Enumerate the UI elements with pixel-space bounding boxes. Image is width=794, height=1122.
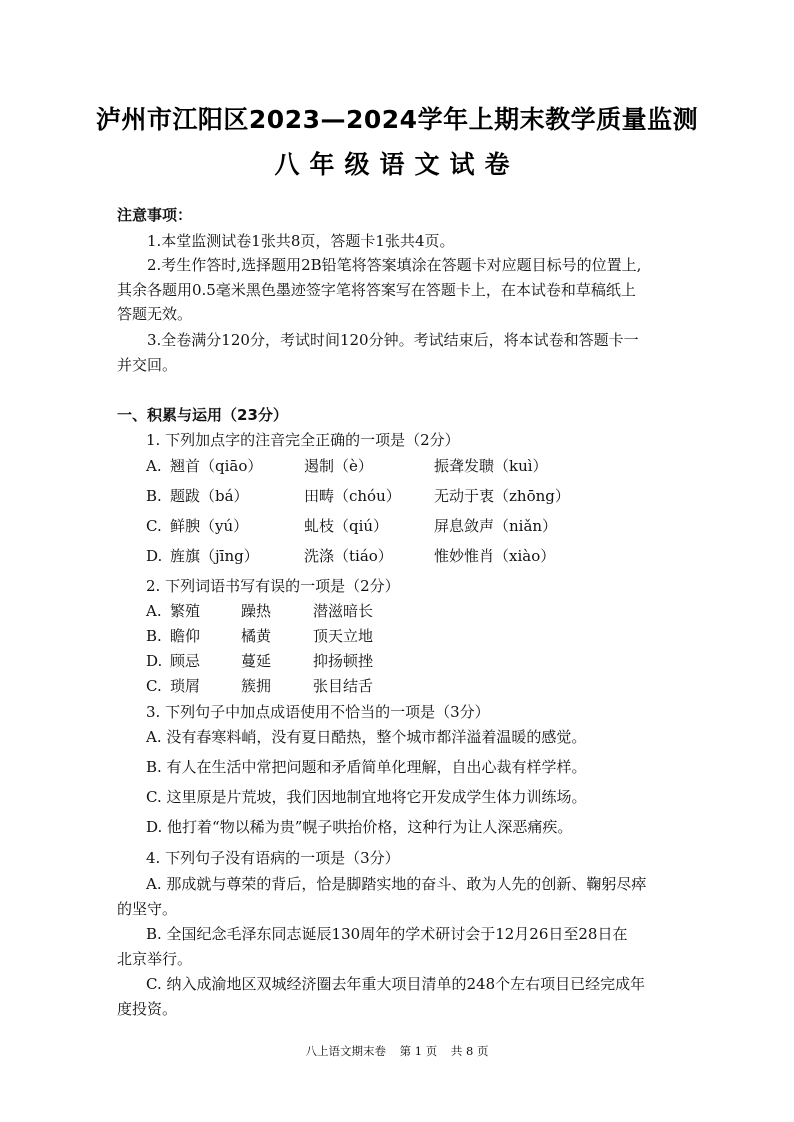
footer-exam-name: 八上语文期末卷 — [305, 1044, 386, 1058]
option-item: 翘首（qiāo） — [170, 457, 263, 475]
section-heading: 一、积累与运用（23分） — [117, 406, 288, 424]
question-2-stem: 2. 下列词语书写有误的一项是（2分） — [146, 577, 400, 595]
option-letter: C. — [146, 677, 162, 695]
option-item: 蔓延 — [241, 652, 272, 670]
question-4-line: 北京举行。 — [117, 950, 193, 968]
option-item: 繁殖 — [170, 602, 201, 620]
option-item: 无动于衷（zhōng） — [434, 487, 570, 505]
option-item: 瞻仰 — [170, 627, 201, 645]
question-4-stem: 4. 下列句子没有语病的一项是（3分） — [146, 849, 400, 867]
option-item: 张目结舌 — [313, 677, 374, 695]
question-4-line: 度投资。 — [117, 1000, 178, 1018]
notice-line: 答题无效。 — [117, 305, 193, 323]
question-1-stem: 1. 下列加点字的注音完全正确的一项是（2分） — [146, 431, 460, 449]
footer-page-number: 第 1 页 — [399, 1044, 438, 1058]
notice-line: 3.全卷满分120分，考试时间120分钟。考试结束后，将本试卷和答题卡一 — [147, 331, 639, 349]
question-4-line: A. 那成就与尊荣的背后，恰是脚踏实地的奋斗、敢为人先的创新、鞠躬尽瘁 — [146, 875, 647, 893]
option-item: 鲜腴（yú） — [170, 517, 249, 535]
option-letter: D. — [146, 652, 163, 670]
option-item: 顾忌 — [170, 652, 201, 670]
notice-heading: 注意事项： — [117, 206, 193, 224]
option-item: 虬枝（qiú） — [304, 517, 389, 535]
option-letter: A. — [146, 457, 162, 475]
question-3-option: A. 没有春寒料峭，没有夏日酷热，整个城市都洋溢着温暖的感觉。 — [146, 728, 587, 746]
option-item: 琐屑 — [170, 677, 201, 695]
notice-line: 2.考生作答时,选择题用2B铅笔将答案填涂在答题卡对应题目标号的位置上, — [147, 256, 642, 274]
footer-total-pages: 共 8 页 — [450, 1044, 489, 1058]
option-item: 顶天立地 — [313, 627, 374, 645]
option-item: 洗涤（tiáo） — [304, 547, 393, 565]
question-3-option: B. 有人在生活中常把问题和矛盾简单化理解，自出心裁有样学样。 — [146, 758, 587, 776]
question-4-line: B. 全国纪念毛泽东同志诞辰130周年的学术研讨会于12月26日至28日在 — [146, 925, 628, 943]
exam-subtitle: 八年级语文试卷 — [274, 150, 520, 179]
exam-title: 泸州市江阳区2023—2024学年上期末教学质量监测 — [95, 105, 699, 134]
option-item: 躁热 — [241, 602, 272, 620]
option-item: 潜滋暗长 — [313, 602, 374, 620]
option-letter: B. — [146, 487, 162, 505]
option-letter: C. — [146, 517, 162, 535]
option-letter: D. — [146, 547, 163, 565]
notice-line: 1.本堂监测试卷1张共8页，答题卡1张共4页。 — [147, 232, 455, 250]
option-item: 簇拥 — [241, 677, 272, 695]
option-letter: B. — [146, 627, 162, 645]
question-3-stem: 3. 下列句子中加点成语使用不恰当的一项是（3分） — [146, 703, 490, 721]
page-footer — [0, 1043, 794, 1059]
option-item: 旌旗（jīng） — [170, 547, 259, 565]
option-item: 惟妙惟肖（xiào） — [434, 547, 556, 565]
option-item: 遏制（è） — [304, 457, 373, 475]
option-item: 题跋（bá） — [170, 487, 249, 505]
option-item: 抑扬顿挫 — [313, 652, 374, 670]
notice-line: 并交回。 — [117, 356, 178, 374]
notice-line: 其余各题用0.5毫米黑色墨迹签字笔将答案写在答题卡上，在本试卷和草稿纸上 — [117, 281, 636, 299]
question-4-line: C. 纳入成渝地区双城经济圈去年重大项目清单的248个左右项目已经完成年 — [146, 975, 646, 993]
option-item: 田畴（chóu） — [304, 487, 401, 505]
question-3-option: D. 他打着“物以稀为贵”幌子哄抬价格，这种行为让人深恶痛疾。 — [146, 818, 573, 836]
question-3-option: C. 这里原是片荒坡，我们因地制宜地将它开发成学生体力训练场。 — [146, 788, 587, 806]
option-item: 橘黄 — [241, 627, 272, 645]
question-4-line: 的坚守。 — [117, 900, 178, 918]
option-item: 振聋发聩（kuì） — [434, 457, 548, 475]
option-letter: A. — [146, 602, 162, 620]
option-item: 屏息敛声（niǎn） — [434, 517, 558, 535]
